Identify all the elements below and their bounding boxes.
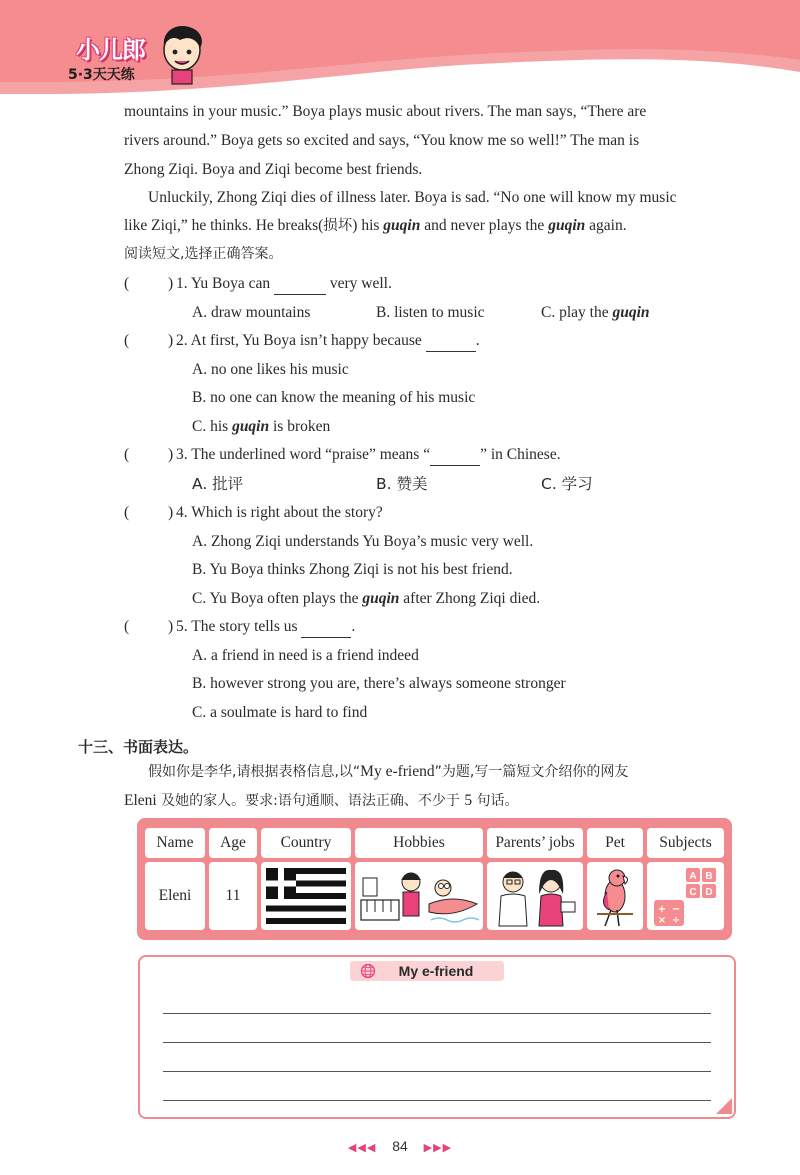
piano-and-swimming-icon (357, 864, 481, 928)
question-stem: . (351, 618, 356, 635)
question-stem: 4. Which is right about the story? (176, 504, 383, 521)
passage-text: again. (585, 217, 627, 234)
answer-paren-open: ( (124, 275, 130, 292)
brand-logo (68, 30, 208, 95)
option-a: A. 批评 (192, 475, 244, 493)
writing-instruction (124, 791, 519, 811)
section-title: 十三、书面表达。 (78, 738, 199, 756)
writing-line[interactable] (163, 1013, 711, 1014)
subjects-cell (647, 862, 724, 930)
writing-line[interactable] (163, 1042, 711, 1043)
greece-flag-icon (266, 868, 346, 924)
instruction-text: 5 (464, 792, 473, 809)
option-text: C. Yu Boya often plays the (192, 590, 363, 607)
answer-paren-close: ) (168, 504, 174, 521)
writing-line[interactable] (163, 1071, 711, 1072)
option-b: B. 赞美 (376, 475, 428, 493)
instruction-text: My e-friend (360, 763, 435, 780)
answer-blank[interactable] (301, 617, 351, 638)
table-header: Parents’ jobs (487, 828, 583, 858)
instruction-text: 及她的家人。要求:语句通顺、语法正确、不少于 (156, 793, 465, 809)
answer-blank[interactable] (426, 331, 476, 352)
answer-paren-close: ) (168, 332, 174, 349)
question-stem: 1. Yu Boya can (176, 275, 275, 292)
passage-line (124, 216, 627, 236)
age-cell: 11 (209, 862, 257, 930)
hobbies-cell (355, 862, 483, 930)
subject-letter: D (704, 887, 713, 898)
italic-word: guqin (612, 304, 650, 321)
chinese-gloss: 损坏 (323, 218, 353, 234)
answer-paren-open: ( (124, 446, 130, 463)
prev-arrows-icon: ◀◀◀ (347, 1142, 377, 1154)
option-b: B. however strong you are, there’s always someone stronger (192, 675, 566, 692)
math-symbol: − (671, 904, 680, 915)
table-header: Country (261, 828, 351, 858)
subject-letter: B (704, 871, 713, 882)
italic-word: guqin (548, 217, 586, 234)
page-number: 84 (392, 1138, 408, 1154)
italic-word: guqin (383, 217, 421, 234)
question-stem: ” in Chinese. (480, 446, 561, 463)
answer-paren-open: ( (124, 332, 130, 349)
logo-title: 小儿郎 (76, 36, 145, 64)
question-stem: 2. At first, Yu Boya isn’t happy because (176, 332, 426, 349)
instruction-text: 假如你是李华,请根据表格信息,以“ (148, 764, 361, 780)
answer-paren-open: ( (124, 504, 130, 521)
passage-line: Zhong Ziqi. Boya and Ziqi become best friends. (124, 161, 423, 178)
subjects-icon (650, 864, 722, 928)
math-symbol: ÷ (671, 915, 680, 926)
parents-jobs-cell (487, 862, 583, 930)
option-c (192, 417, 330, 437)
question-stem: very well. (326, 275, 392, 292)
math-symbol: + (657, 904, 666, 915)
passage-line: mountains in your music.” Boya plays music about rivers. The man says, “There are (124, 103, 647, 120)
table-header: Subjects (647, 828, 724, 858)
reading-instruction: 阅读短文,选择正确答案。 (124, 246, 283, 262)
writing-line[interactable] (163, 1100, 711, 1101)
question-stem: . (475, 332, 480, 349)
option-b: B. no one can know the meaning of his music (192, 389, 476, 406)
option-c (192, 589, 540, 609)
name-cell: Eleni (145, 862, 205, 930)
table-header: Age (209, 828, 257, 858)
instruction-text: 句话。 (472, 793, 519, 809)
answer-paren-open: ( (124, 618, 130, 635)
question-stem: 5. The story tells us (176, 618, 302, 635)
answer-paren-close: ) (168, 275, 174, 292)
page-corner-decoration (716, 1098, 732, 1114)
option-b: B. listen to music (376, 304, 485, 321)
instruction-text: Eleni (124, 792, 157, 809)
answer-blank[interactable] (430, 445, 480, 466)
globe-icon (360, 963, 376, 979)
table-header: Pet (587, 828, 643, 858)
parrot-icon (589, 864, 641, 928)
option-c: C. a soulmate is hard to find (192, 704, 368, 721)
passage-line: rivers around.” Boya gets so excited and says, “You know me so well!” The man is (124, 132, 640, 149)
question-stem: 3. The underlined word “praise” means “ (176, 446, 431, 463)
option-c: C. 学习 (541, 475, 593, 493)
answer-paren-close: ) (168, 446, 174, 463)
logo-subtitle: 5·3天天练 (68, 67, 135, 83)
info-table (137, 818, 732, 940)
subject-letter: A (688, 871, 697, 882)
passage-line: Unluckily, Zhong Ziqi dies of illness later. Boya is sad. “No one will know my music (148, 189, 677, 206)
writing-instruction (148, 762, 628, 782)
option-b: B. Yu Boya thinks Zhong Ziqi is not his best friend. (192, 561, 513, 578)
cartoon-boy-icon (158, 24, 206, 86)
option-a: A. draw mountains (192, 304, 311, 321)
table-header: Name (145, 828, 205, 858)
instruction-text: ”为题,写一篇短文介绍你的网友 (434, 764, 629, 780)
subject-letter: C (688, 887, 697, 898)
writing-title-text: My e-friend (398, 963, 474, 979)
pet-cell (587, 862, 643, 930)
answer-blank[interactable] (274, 274, 326, 295)
italic-word: guqin (362, 590, 400, 607)
passage-text: ) his (352, 217, 384, 234)
option-text: after Zhong Ziqi died. (399, 590, 541, 607)
answer-paren-close: ) (168, 618, 174, 635)
option-text: C. his (192, 418, 233, 435)
country-cell (261, 862, 351, 930)
next-arrows-icon: ▶▶▶ (423, 1142, 453, 1154)
option-text: is broken (269, 418, 331, 435)
page-footer (0, 1138, 800, 1154)
option-a: A. a friend in need is a friend indeed (192, 647, 419, 664)
doctor-and-teacher-icon (489, 864, 581, 928)
option-a: A. no one likes his music (192, 361, 349, 378)
math-symbol: × (657, 915, 666, 926)
option-a: A. Zhong Ziqi understands Yu Boya’s music very well. (192, 533, 534, 550)
italic-word: guqin (232, 418, 270, 435)
option-text: C. play the (541, 304, 613, 321)
option-c (541, 303, 650, 323)
passage-text: and never plays the (420, 217, 549, 234)
table-header: Hobbies (355, 828, 483, 858)
passage-text: like Ziqi,” he thinks. He breaks( (124, 217, 324, 234)
